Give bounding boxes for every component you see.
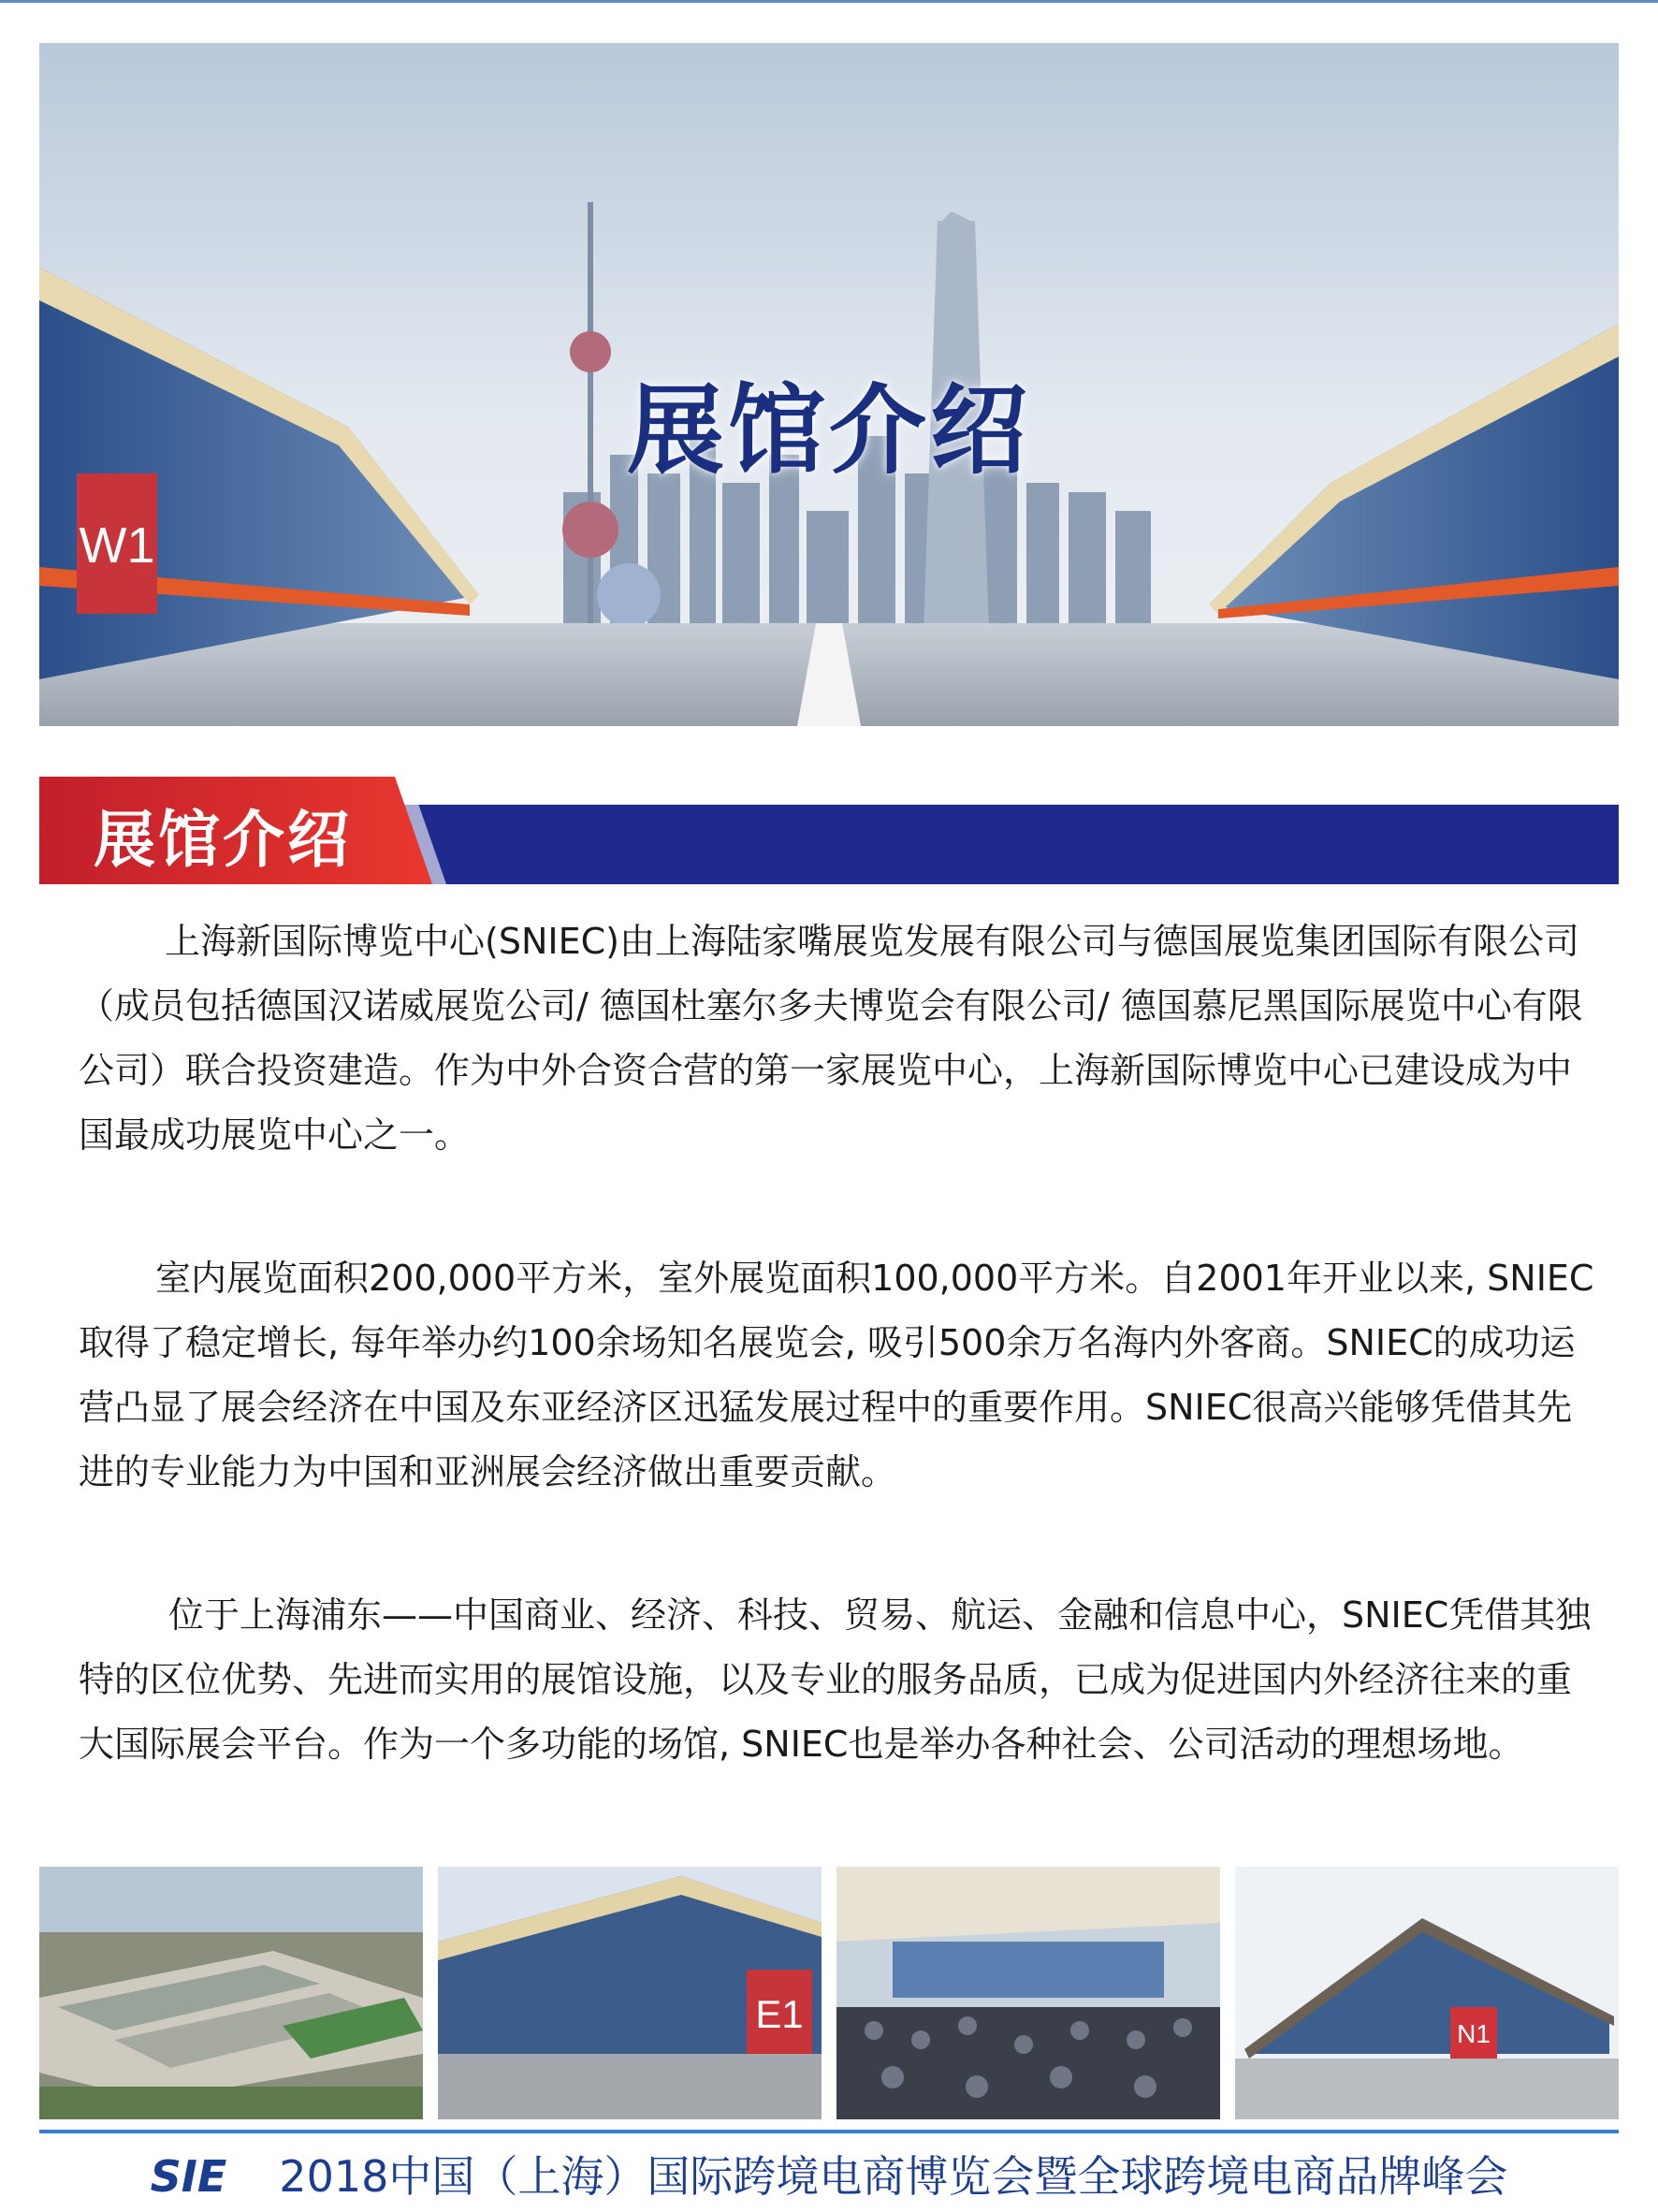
footer-text: 2018中国（上海）国际跨境电商博览会暨全球跨境电商品牌峰会 (279, 2151, 1508, 2202)
section-title: 展馆介绍 (94, 804, 352, 876)
hall-sign-w1: W1 (79, 517, 155, 574)
photo-hall-n1 (1235, 1867, 1619, 2119)
top-rule (0, 0, 1658, 3)
paragraph-location: 位于上海浦东——中国商业、经济、科技、贸易、航运、金融和信息中心，SNIEC凭借其独特的区位优势、先进而实用的展馆设施，以及专业的服务品质，已成为促进国内外经济往来的重大国际展会平台。作为一个多功能的场馆, SNIEC也是举办各种社会、公司活动的理想场地。 (79, 1594, 1592, 1765)
paragraph-area: 室内展览面积200,000平方米，室外展览面积100,000平方米。自2001年开业以来, SNIEC取得了稳定增长, 每年举办约100余场知名展览会, 吸引500余万名海内外客商。SNIEC的成功运营凸显了展会经济在中国及东亚经济区迅猛发展过程中的重要作用。SNIEC很高兴能够凭借其先进的专业能力为中国和亚洲展会经济做出重要贡献。 (79, 1258, 1594, 1492)
photo-strip (39, 1867, 1619, 2119)
section-banner (39, 777, 1619, 884)
paragraph-intro: 上海新国际博览中心(SNIEC)由上海陆家嘴展览发展有限公司与德国展览集团国际有限公司（成员包括德国汉诺威展览公司/ 德国杜塞尔多夫博览会有限公司/ 德国慕尼黑国际展览中心有限公司）联合投资建造。作为中外合资合营的第一家展览中心，上海新国际博览中心已建设成为中国最成功展览中心之一。 (79, 921, 1583, 1156)
hero-image (39, 43, 1619, 726)
photo-hall-e1 (438, 1867, 822, 2119)
hall-sign-n1: N1 (1457, 2019, 1491, 2048)
footer-rule (39, 2130, 1619, 2133)
photo-exhibition-crowd (836, 1867, 1220, 2119)
hero-title: 展馆介绍 (626, 373, 1031, 488)
footer-brand: SIE (150, 2151, 227, 2202)
hall-sign-e1: E1 (755, 1992, 804, 2036)
footer (0, 2143, 1658, 2202)
photo-aerial-view (39, 1867, 423, 2119)
